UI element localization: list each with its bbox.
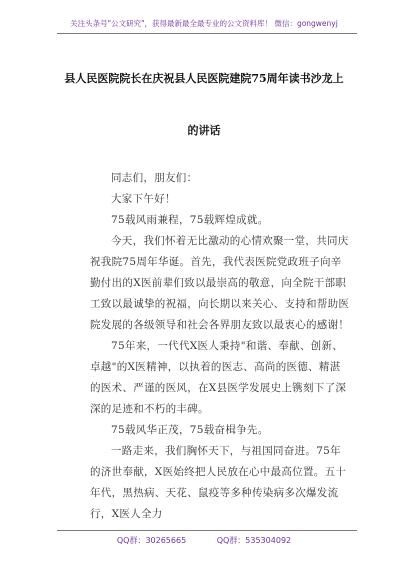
header-divider bbox=[57, 33, 357, 34]
body-paragraph: 75年来，一代代X医人秉持"和谐、奉献、创新、卓越"的X医精神，以执着的医志、高尚的医德、精湛的医术、严谨的医风，在X县医学发展史上镌刻下了深深的足迹和不朽的丰碑。 bbox=[90, 340, 347, 415]
footer bbox=[0, 535, 408, 546]
salutation: 同志们，朋友们： bbox=[111, 172, 198, 184]
footer-qq-group-1: QQ群：30265665 bbox=[116, 536, 187, 545]
footer-qq-group-2: QQ群：535304092 bbox=[216, 536, 292, 545]
body-paragraph: 75载风华正茂，75载奋楫争先。 bbox=[111, 424, 269, 436]
document-title-line-2: 的讲话 bbox=[187, 124, 221, 137]
body-paragraph: 一路走来，我们胸怀天下，与祖国同奋进。75年的济世奉献，X医始终把人民放在心中最高位置。五十年代，黑热病、天花、鼠疫等多种传染病多次爆发流行，X医人全力 bbox=[90, 445, 347, 520]
greeting: 大家下午好！ bbox=[111, 193, 176, 205]
document-title-line-1: 县人民医院院长在庆祝县人民医院建院75周年读书沙龙上 bbox=[64, 72, 344, 85]
footer-divider bbox=[57, 530, 357, 531]
body-paragraph: 75载风雨兼程，75载辉煌成就。 bbox=[111, 214, 269, 226]
body-paragraph: 今天，我们怀着无比激动的心情欢聚一堂，共同庆祝我院75周年华诞。首先，我代表医院党政班子向辛勤付出的X医前辈们致以最崇高的敬意，向全院干部职工致以最诚挚的祝福，向长期以来关心、支持和帮助医院发展的各级领导和社会各界朋友致以最衷心的感谢！ bbox=[90, 235, 350, 331]
header-banner: 关注头条号"公文研究"，获得最新最全最专业的公文资料库！ 微信：gongwenyj bbox=[70, 19, 338, 28]
document-body bbox=[90, 168, 350, 525]
